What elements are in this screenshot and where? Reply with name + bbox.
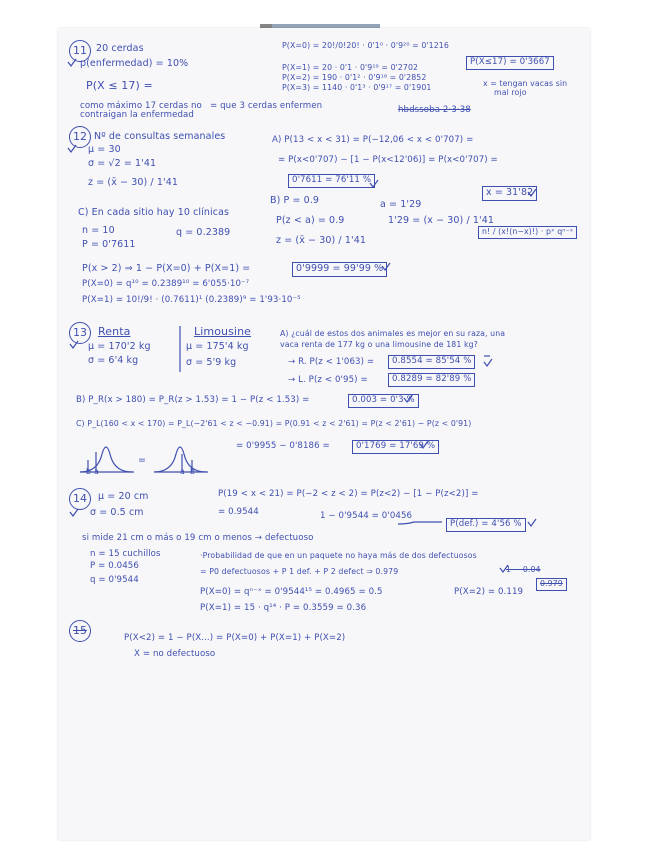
p14-c2: P(X=2) = 0.119 [454, 587, 524, 597]
p12-p: P = 0'7611 [82, 239, 136, 250]
p13-c-box: 0'1769 = 17'69 % [352, 440, 439, 454]
p11-r1: P(X=1) = 20 · 0'1 · 0'9¹⁹ = 0'2702 [282, 63, 419, 72]
p13-label-b: b [86, 467, 92, 476]
p13-renta: Renta [98, 325, 131, 338]
p12-c2: P(x > 2) ⇒ 1 − P(X=0) + P(X=1) = [82, 263, 251, 274]
p14-sigma: σ = 0.5 cm [90, 507, 144, 518]
p12-c3: P(X=0) = q¹⁰ = 0.2389¹⁰ = 6'055·10⁻⁷ [82, 279, 250, 289]
p12-c4: P(X=1) = 10!/9! · (0.7611)¹ (0.2389)⁹ = 1'93·10⁻⁵ [82, 295, 301, 305]
p14-l4: si mide 21 cm o más o 19 cm o menos → defectuoso [82, 533, 314, 543]
p11-result-box: P(X≤17) = 0'3667 [466, 56, 554, 70]
p14-l1: P(19 < x < 21) = P(−2 < z < 2) = P(z<2) − [1 − P(z<2)] = [218, 489, 479, 499]
p12-b3: 1'29 = (x − 30) / 1'41 [388, 215, 495, 226]
p14-c1: P(X=1) = 15 · q¹⁴ · P = 0.3559 = 0.36 [200, 603, 367, 613]
p14-l2: = 0.9544 [218, 507, 259, 517]
p14-strike2: 0.979 [536, 578, 567, 591]
problem-12-number: 12 [69, 126, 91, 148]
p13-label-a: a [94, 467, 99, 476]
p13-renta-mu: μ = 170'2 kg [88, 341, 151, 352]
p13-limo-mu: μ = 175'4 kg [186, 341, 249, 352]
p13-limo-sigma: σ = 5'9 kg [186, 357, 237, 368]
p12-a2: = P(x<0'707) − [1 − P(x<12'06)] = P(x<0'707) = [278, 155, 498, 165]
handwritten-marks [58, 28, 590, 840]
p13-b-box: 0.003 = 0'3 % [348, 394, 419, 408]
check-mark-icon [70, 341, 78, 348]
problem-11-number: 11 [69, 40, 91, 62]
check-mark-icon [484, 359, 492, 366]
p15-l2: X = no defectuoso [134, 649, 216, 659]
problem-15-number: 15 [69, 620, 91, 642]
p12-b-result-box: x = 31'82 [482, 186, 537, 201]
check-mark-icon [404, 395, 412, 402]
p11-px17: P(X ≤ 17) = [86, 79, 153, 92]
p12-b2: P(z < a) = 0.9 [276, 215, 345, 226]
p13-l-line: → L. P(z < 0'95) = [288, 375, 368, 385]
p14-q: q = 0'9544 [90, 575, 139, 585]
p12-a3-box: 0'7611 = 76'11 % [288, 174, 375, 188]
p13-limo: Limousine [194, 325, 252, 338]
p14-prob2: = P0 defectuosos + P 1 def. + P 2 defect ⇒ 0.979 [200, 567, 399, 576]
p13-b1: B) P_R(x > 180) = P_R(z > 1.53) = 1 − P(z < 1.53) = [76, 395, 310, 405]
p11-xnote2: mal rojo [494, 88, 527, 97]
p12-b-a: a = 1'29 [380, 199, 422, 210]
p11-r0: P(X=0) = 20!/0!20! · 0'1⁰ · 0'9²⁰ = 0'1216 [282, 41, 449, 50]
p14-res-box: P(def.) = 4'56 % [446, 518, 526, 532]
p11-xnote: x = tengan vacas sin [483, 79, 568, 88]
p13-a2: vaca renta de 177 kg o una limousine de 181 kg? [280, 340, 478, 349]
check-mark-icon [68, 145, 76, 152]
check-mark-icon [528, 189, 536, 196]
p12-c2-box: 0'9999 = 99'99 % [292, 262, 387, 277]
p14-l3: 1 − 0'9544 = 0'0456 [320, 511, 413, 521]
p11-r2: P(X=2) = 190 · 0'1² · 0'9¹⁸ = 0'2852 [282, 73, 427, 82]
problem-13-number: 13 [69, 322, 91, 344]
p15-l1: P(X<2) = 1 − P(X...) = P(X=0) + P(X=1) + P(X=2) [124, 633, 346, 643]
check-mark-icon [68, 59, 76, 66]
p13-r-box: 0.8554 = 85'54 % [388, 355, 475, 369]
p11-note3: = que 3 cerdas enfermen [210, 101, 323, 111]
p14-mu: μ = 20 cm [98, 491, 149, 502]
check-mark-icon [70, 509, 78, 516]
p13-label-b2: b [190, 467, 196, 476]
p12-q: q = 0.2389 [176, 227, 231, 238]
p12-a1: A) P(13 < x < 31) = P(−12,06 < x < 0'707) = [272, 135, 474, 145]
p12-z: z = (x̄ − 30) / 1'41 [88, 177, 178, 188]
check-mark-icon [382, 263, 390, 270]
p12-c1: C) En cada sitio hay 10 clínicas [78, 207, 230, 218]
p14-n: n = 15 cuchillos [90, 549, 161, 559]
p12-sigma: σ = √2 = 1'41 [88, 158, 157, 169]
p14-p: P = 0.0456 [90, 561, 139, 571]
p12-b1: B) P = 0.9 [270, 195, 320, 206]
p13-label-a2: a [180, 467, 185, 476]
p12-n: n = 10 [82, 225, 115, 236]
p11-note2: contraigan la enfermedad [80, 110, 194, 120]
p12-title: Nº de consultas semanales [94, 131, 226, 142]
p11-scribble: hbdssoba 2·3·38 [398, 105, 471, 115]
p11-enfermedad: p(enfermedad) = 10% [80, 58, 189, 69]
p14-strike1: 1 − 0.04 [506, 565, 541, 574]
p12-binom-box: n! / (x!(n−x)!) · pˣ qⁿ⁻ˣ [478, 226, 577, 239]
p13-c2: = 0'9955 − 0'8186 = [236, 441, 330, 451]
p13-c1: C) P_L(160 < x < 170) = P_L(−2'61 < z < −0.91) = P(0.91 < z < 2'61) = P(z < 2'61) − P(z < 0'91) [76, 419, 472, 428]
p12-mu: μ = 30 [88, 144, 121, 155]
p13-curve-eq: = [138, 455, 147, 466]
check-mark-icon [528, 519, 536, 526]
p14-c0: P(X=0) = qⁿ⁻ˣ = 0'9544¹⁵ = 0.4965 = 0.5 [200, 587, 383, 597]
p11-cerdas: 20 cerdas [96, 43, 144, 54]
p14-prob1: ·Probabilidad de que en un paquete no haya más de dos defectuosos [200, 551, 477, 560]
p11-r3: P(X=3) = 1140 · 0'1³ · 0'9¹⁷ = 0'1901 [282, 83, 432, 92]
check-mark-icon [500, 565, 508, 572]
p13-l-box: 0.8289 = 82'89 % [388, 373, 475, 387]
problem-14-number: 14 [69, 488, 91, 510]
handwritten-page [58, 28, 590, 840]
p11-note1: como máximo 17 cerdas no [80, 101, 202, 111]
p13-r-line: → R. P(z < 1'063) = [288, 357, 375, 367]
p13-renta-sigma: σ = 6'4 kg [88, 355, 139, 366]
check-mark-icon [420, 441, 428, 448]
p13-a1: A) ¿cuál de estos dos animales es mejor en su raza, una [280, 329, 506, 338]
p12-bz: z = (x̄ − 30) / 1'41 [276, 235, 366, 246]
check-mark-icon [370, 180, 378, 187]
